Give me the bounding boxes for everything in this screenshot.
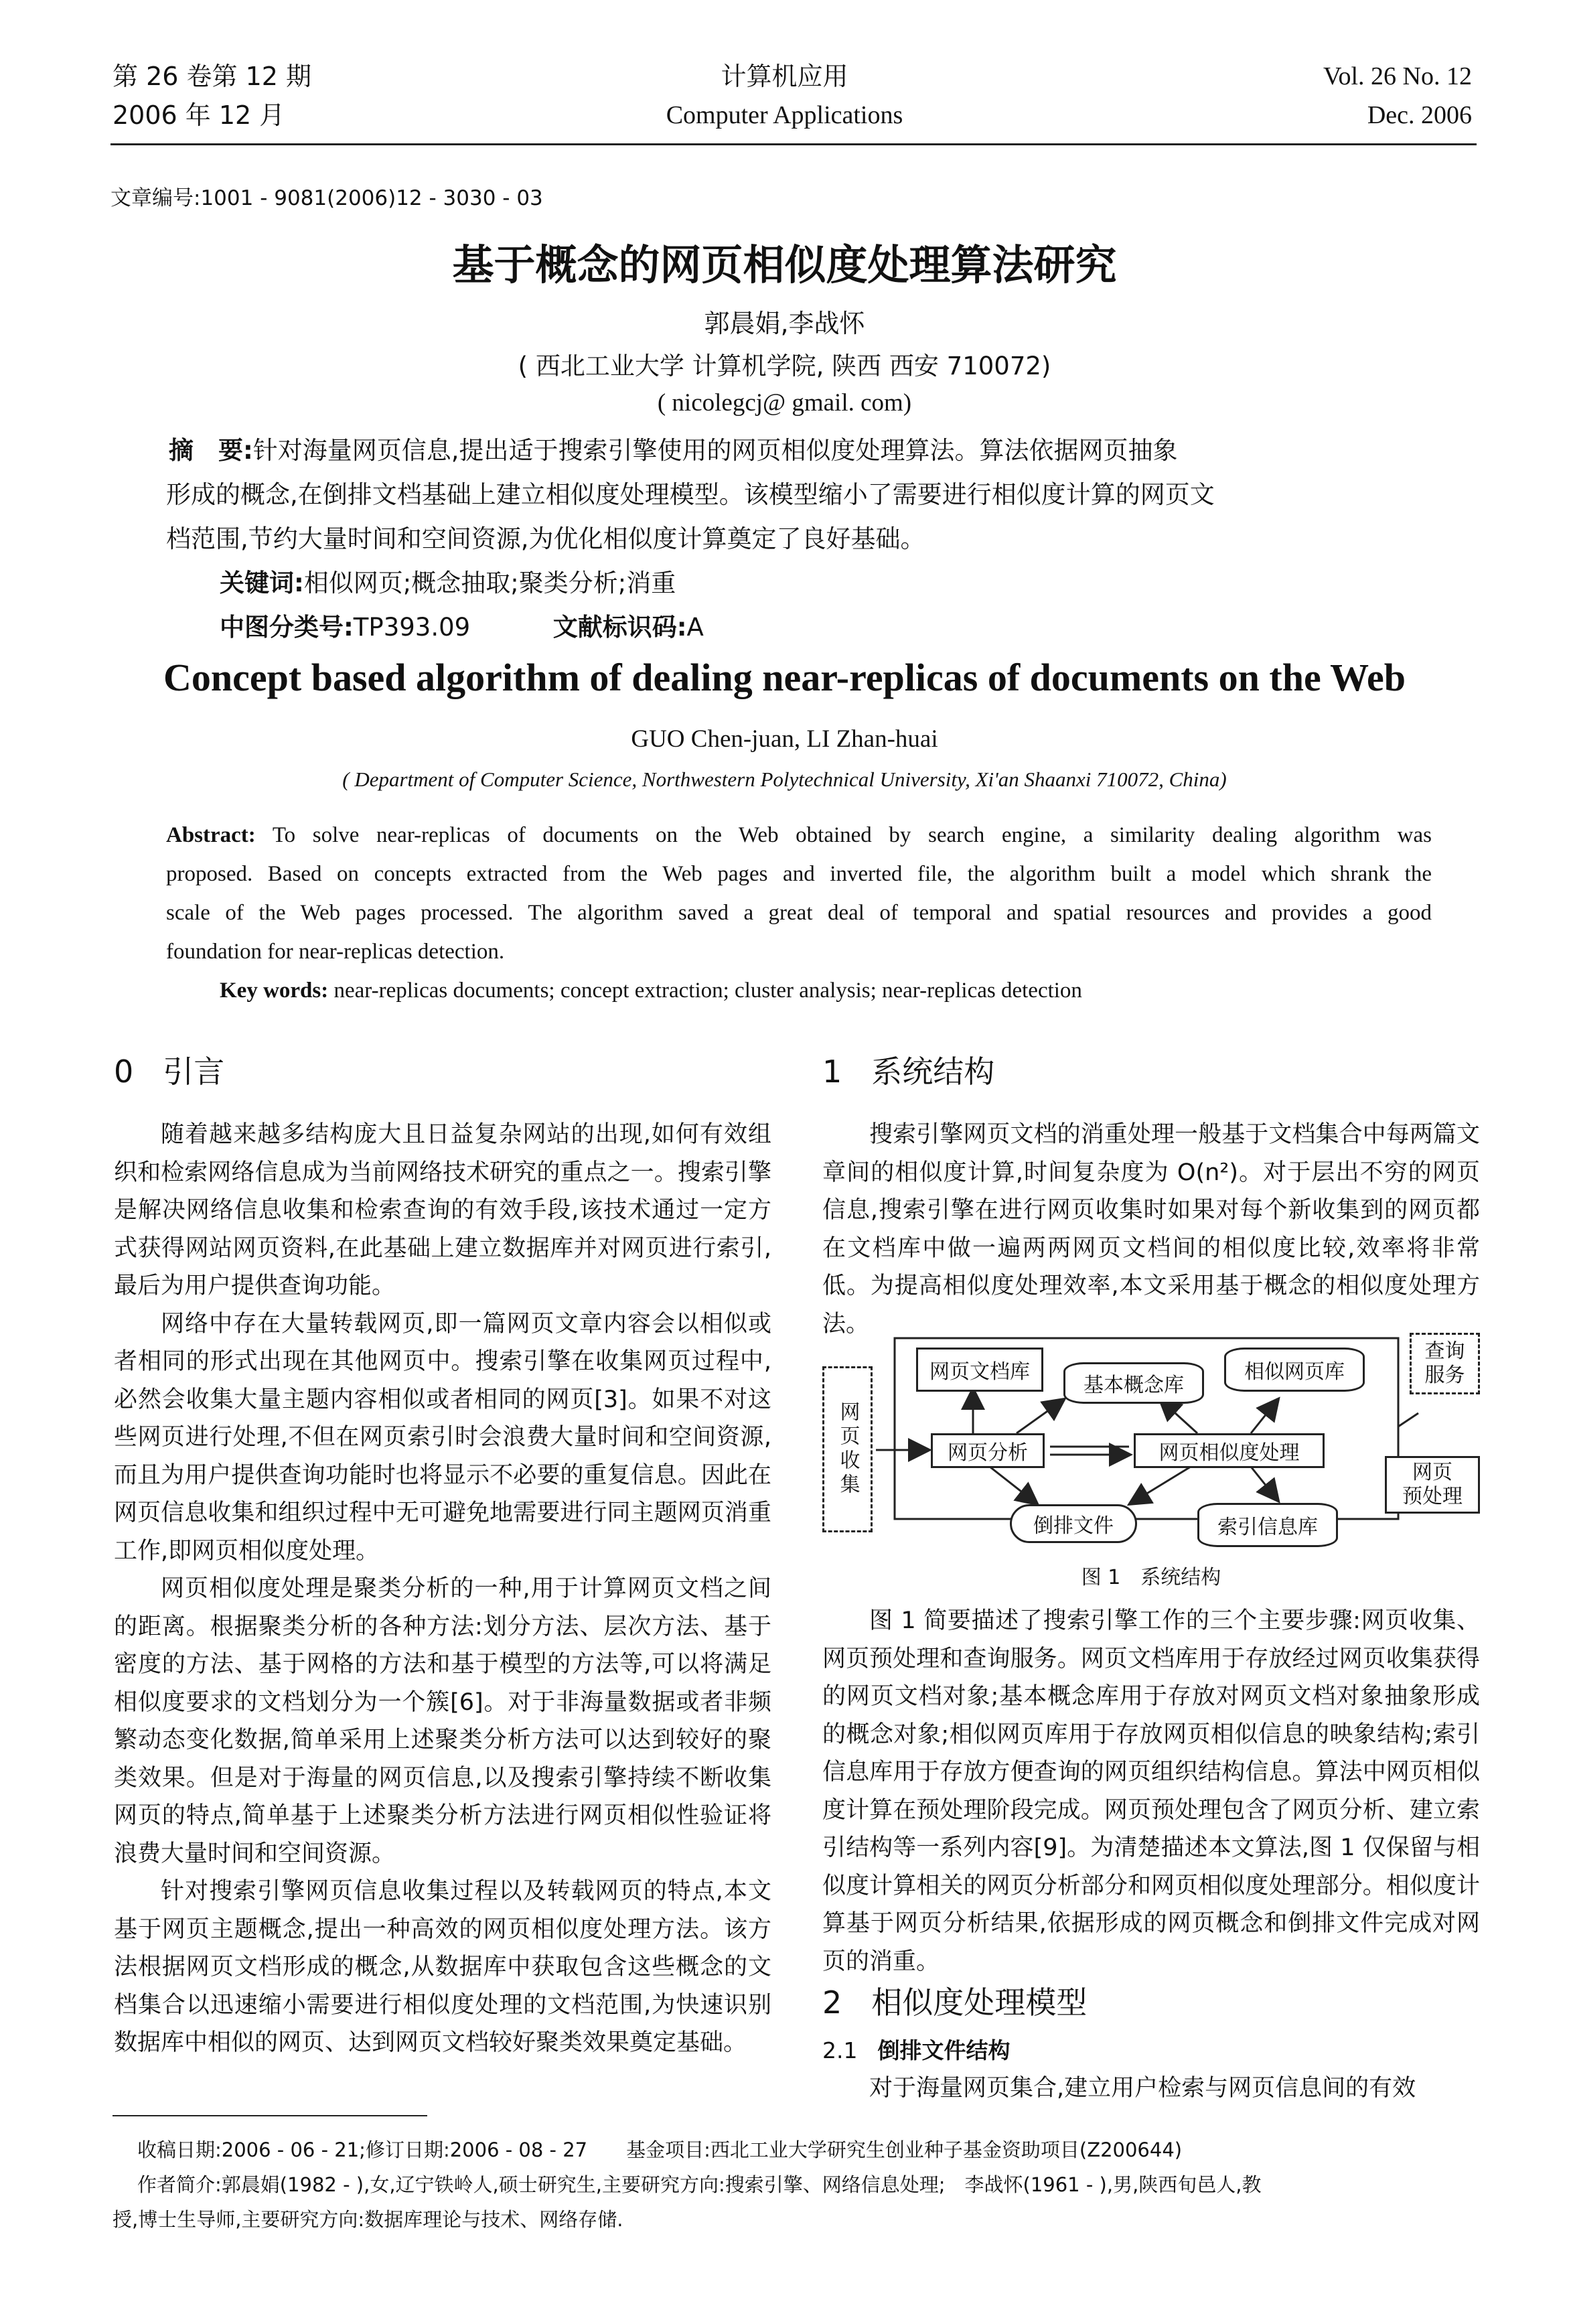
arrow-sim-index bbox=[1251, 1467, 1278, 1500]
doc-code-label: 文献标识码: bbox=[552, 613, 687, 642]
section-2-title: 相似度处理模型 bbox=[871, 1984, 1088, 2021]
section-2-paragraph-1: 对于海量网页集合,建立用户检索与网页信息间的有效 bbox=[869, 2075, 1416, 2102]
web-preprocess bbox=[1385, 1456, 1480, 1514]
section-0-body bbox=[114, 1116, 771, 2062]
section-1-body bbox=[822, 1116, 1480, 1343]
abstract-zh-line2: 形成的概念,在倒排文档基础上建立相似度处理模型。该模型缩小了需要进行相似度计算的网页文 bbox=[166, 480, 1215, 509]
subsection-2-1-number: 2.1 bbox=[822, 2037, 858, 2063]
header-date-en: Dec. 2006 bbox=[1367, 101, 1472, 129]
header-journal-zh: 计算机应用 bbox=[721, 62, 848, 91]
arrow-analysis-inverted bbox=[990, 1467, 1037, 1504]
authors-en: GUO Chen-juan, LI Zhan-huai bbox=[631, 725, 938, 753]
arrow-analysis-concept bbox=[1017, 1400, 1063, 1433]
web-collect: 网页收集 bbox=[822, 1366, 873, 1532]
preprocess-link bbox=[1398, 1413, 1418, 1427]
clc-label: 中图分类号: bbox=[220, 613, 354, 642]
arrow-sim-similar bbox=[1251, 1400, 1278, 1433]
footnote-dates: 收稿日期:2006 - 06 - 21;修订日期:2006 - 08 - 27 基金项目:西北工业大学研究生创业种子基金资助项目(Z200644) bbox=[137, 2138, 1183, 2161]
header-journal-en: Computer Applications bbox=[666, 101, 903, 129]
email: ( nicolegcj@ gmail. com) bbox=[657, 389, 912, 417]
classification bbox=[220, 605, 704, 650]
section-2-heading bbox=[822, 1982, 1087, 2023]
keywords-en-label: Key words: bbox=[220, 978, 329, 1003]
concept-db: 基本概念库 bbox=[1063, 1362, 1204, 1404]
web-preprocess-line1: 网页 bbox=[1412, 1461, 1452, 1484]
section-1-heading bbox=[822, 1051, 994, 1092]
web-preprocess-line2: 预处理 bbox=[1402, 1485, 1463, 1508]
abstract-en-line1: To solve near-replicas of documents on the Web obtained by search engine, a similarity dealing algorithm was bbox=[272, 823, 1432, 847]
footnote-authors: 作者简介:郭晨娟(1982 - ),女,辽宁铁岭人,硕士研究生,主要研究方向:搜索引擎、网络信息处理; 李战怀(1961 - ),男,陕西旬邑人,教 bbox=[137, 2173, 1262, 2196]
similar-web-db: 相似网页库 bbox=[1224, 1348, 1365, 1392]
authors-zh: 郭晨娟,李战怀 bbox=[704, 309, 865, 338]
abstract-zh-cont bbox=[166, 473, 1432, 561]
header-vol-en: Vol. 26 No. 12 bbox=[1323, 62, 1472, 90]
abstract-en-line3: scale of the Web pages processed. The algorithm saved a great deal of temporal and spatial resources and provides a good bbox=[166, 901, 1432, 925]
query-service-line2: 服务 bbox=[1424, 1364, 1465, 1387]
abstract-en-line2: proposed. Based on concepts extracted from the Web pages and inverted file, the algorithm built a model which shrank the bbox=[166, 862, 1432, 886]
title-en: Concept based algorithm of dealing near-replicas of documents on the Web bbox=[163, 656, 1406, 699]
abstract-zh-line1: 针对海量网页信息,提出适于搜索引擎使用的网页相似度处理算法。算法依据网页抽象 bbox=[252, 436, 1178, 465]
web-doc-db: 网页文档库 bbox=[916, 1348, 1043, 1392]
keywords-en bbox=[220, 971, 1082, 1010]
section-0-heading bbox=[114, 1051, 224, 1092]
footnote-authors-cont: 授,博士生导师,主要研究方向:数据库理论与技术、网络存储. bbox=[113, 2208, 623, 2231]
header-volume: 第 26 卷第 12 期 bbox=[113, 62, 312, 91]
doc-code-value: A bbox=[686, 613, 704, 642]
clc-value: TP393.09 bbox=[353, 613, 471, 642]
article-number: 文章编号:1001 - 9081(2006)12 - 3030 - 03 bbox=[110, 186, 543, 210]
index-info-db: 索引信息库 bbox=[1197, 1503, 1338, 1547]
keywords-zh-label: 关键词: bbox=[220, 569, 304, 597]
figure-1-caption: 图 1 系统结构 bbox=[1081, 1566, 1221, 1589]
abstract-zh-label: 摘 要: bbox=[169, 436, 253, 465]
figure-1 bbox=[822, 1333, 1480, 1601]
query-service bbox=[1410, 1333, 1480, 1394]
title-zh: 基于概念的网页相似度处理算法研究 bbox=[452, 240, 1117, 289]
section-0-paragraph-1: 随着越来越多结构庞大且日益复杂网站的出现,如何有效组织和检索网络信息成为当前网络技术研究的重点之一。搜索引擎是解决网络信息收集和检索查询的有效手段,该技术通过一定方式获得网站网页资料,在此基础上建立数据库并对网页进行索引,最后为用户提供查询功能。 bbox=[114, 1121, 771, 1299]
header-rule bbox=[110, 143, 1477, 145]
abstract-zh bbox=[169, 429, 1421, 473]
inverted-file: 倒排文件 bbox=[1010, 1504, 1137, 1543]
keywords-zh bbox=[220, 561, 676, 605]
section-0-paragraph-2: 网络中存在大量转载网页,即一篇网页文章内容会以相似或者相同的形式出现在其他网页中。搜索引擎在收集网页过程中,必然会收集大量主题内容相似或者相同的网页[3]。如果不对这些网页进行处理,不但在网页索引时会浪费大量时间和空间资源,而且为用户提供查询功能时也将显示不必要的重复信息。因此在网页信息收集和组织过程中无可避免地需要进行同主题网页消重工作,即网页相似度处理。 bbox=[114, 1310, 771, 1565]
keywords-zh-text: 相似网页;概念抽取;聚类分析;消重 bbox=[303, 569, 676, 597]
section-0-paragraph-3: 网页相似度处理是聚类分析的一种,用于计算网页文档之间的距离。根据聚类分析的各种方法:划分方法、层次方法、基于密度的方法、基于网格的方法和基于模型的方法等,可以将满足相似度要求的文档划分为一个簇[6]。对于非海量数据或者非频繁动态变化数据,简单采用上述聚类分析方法可以达到较好的聚类效果。但是对于海量的网页信息,以及搜索引擎持续不断收集网页的特点,简单基于上述聚类分析方法进行网页相似性验证将浪费大量时间和空间资源。 bbox=[114, 1575, 771, 1867]
footnote-rule bbox=[113, 2115, 427, 2116]
affiliation-zh: ( 西北工业大学 计算机学院, 陕西 西安 710072) bbox=[518, 352, 1051, 380]
web-analysis: 网页分析 bbox=[931, 1433, 1045, 1468]
abstract-en bbox=[166, 816, 1432, 971]
section-1-title: 系统结构 bbox=[871, 1054, 995, 1090]
section-2-body bbox=[822, 2069, 1480, 2108]
abstract-zh-line3: 档范围,节约大量时间和空间资源,为优化相似度计算奠定了良好基础。 bbox=[166, 524, 925, 553]
subsection-2-1-title: 倒排文件结构 bbox=[877, 2037, 1011, 2063]
abstract-en-label: Abstract: bbox=[166, 823, 256, 847]
keywords-en-text: near-replicas documents; concept extraction; cluster analysis; near-replicas detection bbox=[333, 978, 1082, 1003]
section-2-number: 2 bbox=[822, 1984, 842, 2021]
section-1-paragraph-2: 图 1 简要描述了搜索引擎工作的三个主要步骤:网页收集、网页预处理和查询服务。网页文档库用于存放经过网页收集获得的网页文档对象;基本概念库用于存放对网页文档对象抽象形成的概念对象;相似网页库用于存放网页相似信息的映象结构;索引信息库用于存放方便查询的网页组织结构信息。算法中网页相似度计算在预处理阶段完成。网页预处理包含了网页分析、建立索引结构等一系列内容[9]。为清楚描述本文算法,图 1 仅保留与相似度计算相关的网页分析部分和网页相似度处理部分。相似度计算基于网页分析结果,依据形成的网页概念和倒排文件完成对网页的消重。 bbox=[822, 1607, 1480, 1975]
header-date: 2006 年 12 月 bbox=[113, 100, 285, 130]
section-1-body-2 bbox=[822, 1602, 1480, 1980]
section-0-paragraph-4: 针对搜索引擎网页信息收集过程以及转载网页的特点,本文基于网页主题概念,提出一种高效的网页相似度处理方法。该方法根据网页文档形成的概念,从数据库中获取包含这些概念的文档集合以迅速缩小需要进行相似度处理的文档范围,为快速识别数据库中相似的网页、达到网页文档较好聚类效果奠定基础。 bbox=[114, 1878, 771, 2056]
affiliation-en: ( Department of Computer Science, Northwestern Polytechnical University, Xi'an Shaanxi 710072, China) bbox=[342, 768, 1227, 791]
section-0-number: 0 bbox=[114, 1054, 134, 1090]
subsection-2-1-heading bbox=[822, 2033, 1010, 2065]
query-service-line1: 查询 bbox=[1424, 1339, 1465, 1363]
abstract-en-line4: foundation for near-replicas detection. bbox=[166, 940, 505, 964]
arrow-sim-inverted bbox=[1130, 1467, 1191, 1504]
section-1-paragraph-1: 搜索引擎网页文档的消重处理一般基于文档集合中每两篇文章间的相似度计算,时间复杂度为 O(n²)。对于层出不穷的网页信息,搜索引擎在进行网页收集时如果对每个新收集到的网页都在文档库中做一遍两两网页文档间的相似度比较,效率将非常低。为提高相似度处理效率,本文采用基于概念的相似度处理方法。 bbox=[822, 1121, 1480, 1337]
section-1-number: 1 bbox=[822, 1054, 842, 1090]
section-0-title: 引言 bbox=[163, 1054, 225, 1090]
web-similarity-process: 网页相似度处理 bbox=[1134, 1433, 1325, 1468]
arrow-sim-concept bbox=[1161, 1400, 1197, 1433]
